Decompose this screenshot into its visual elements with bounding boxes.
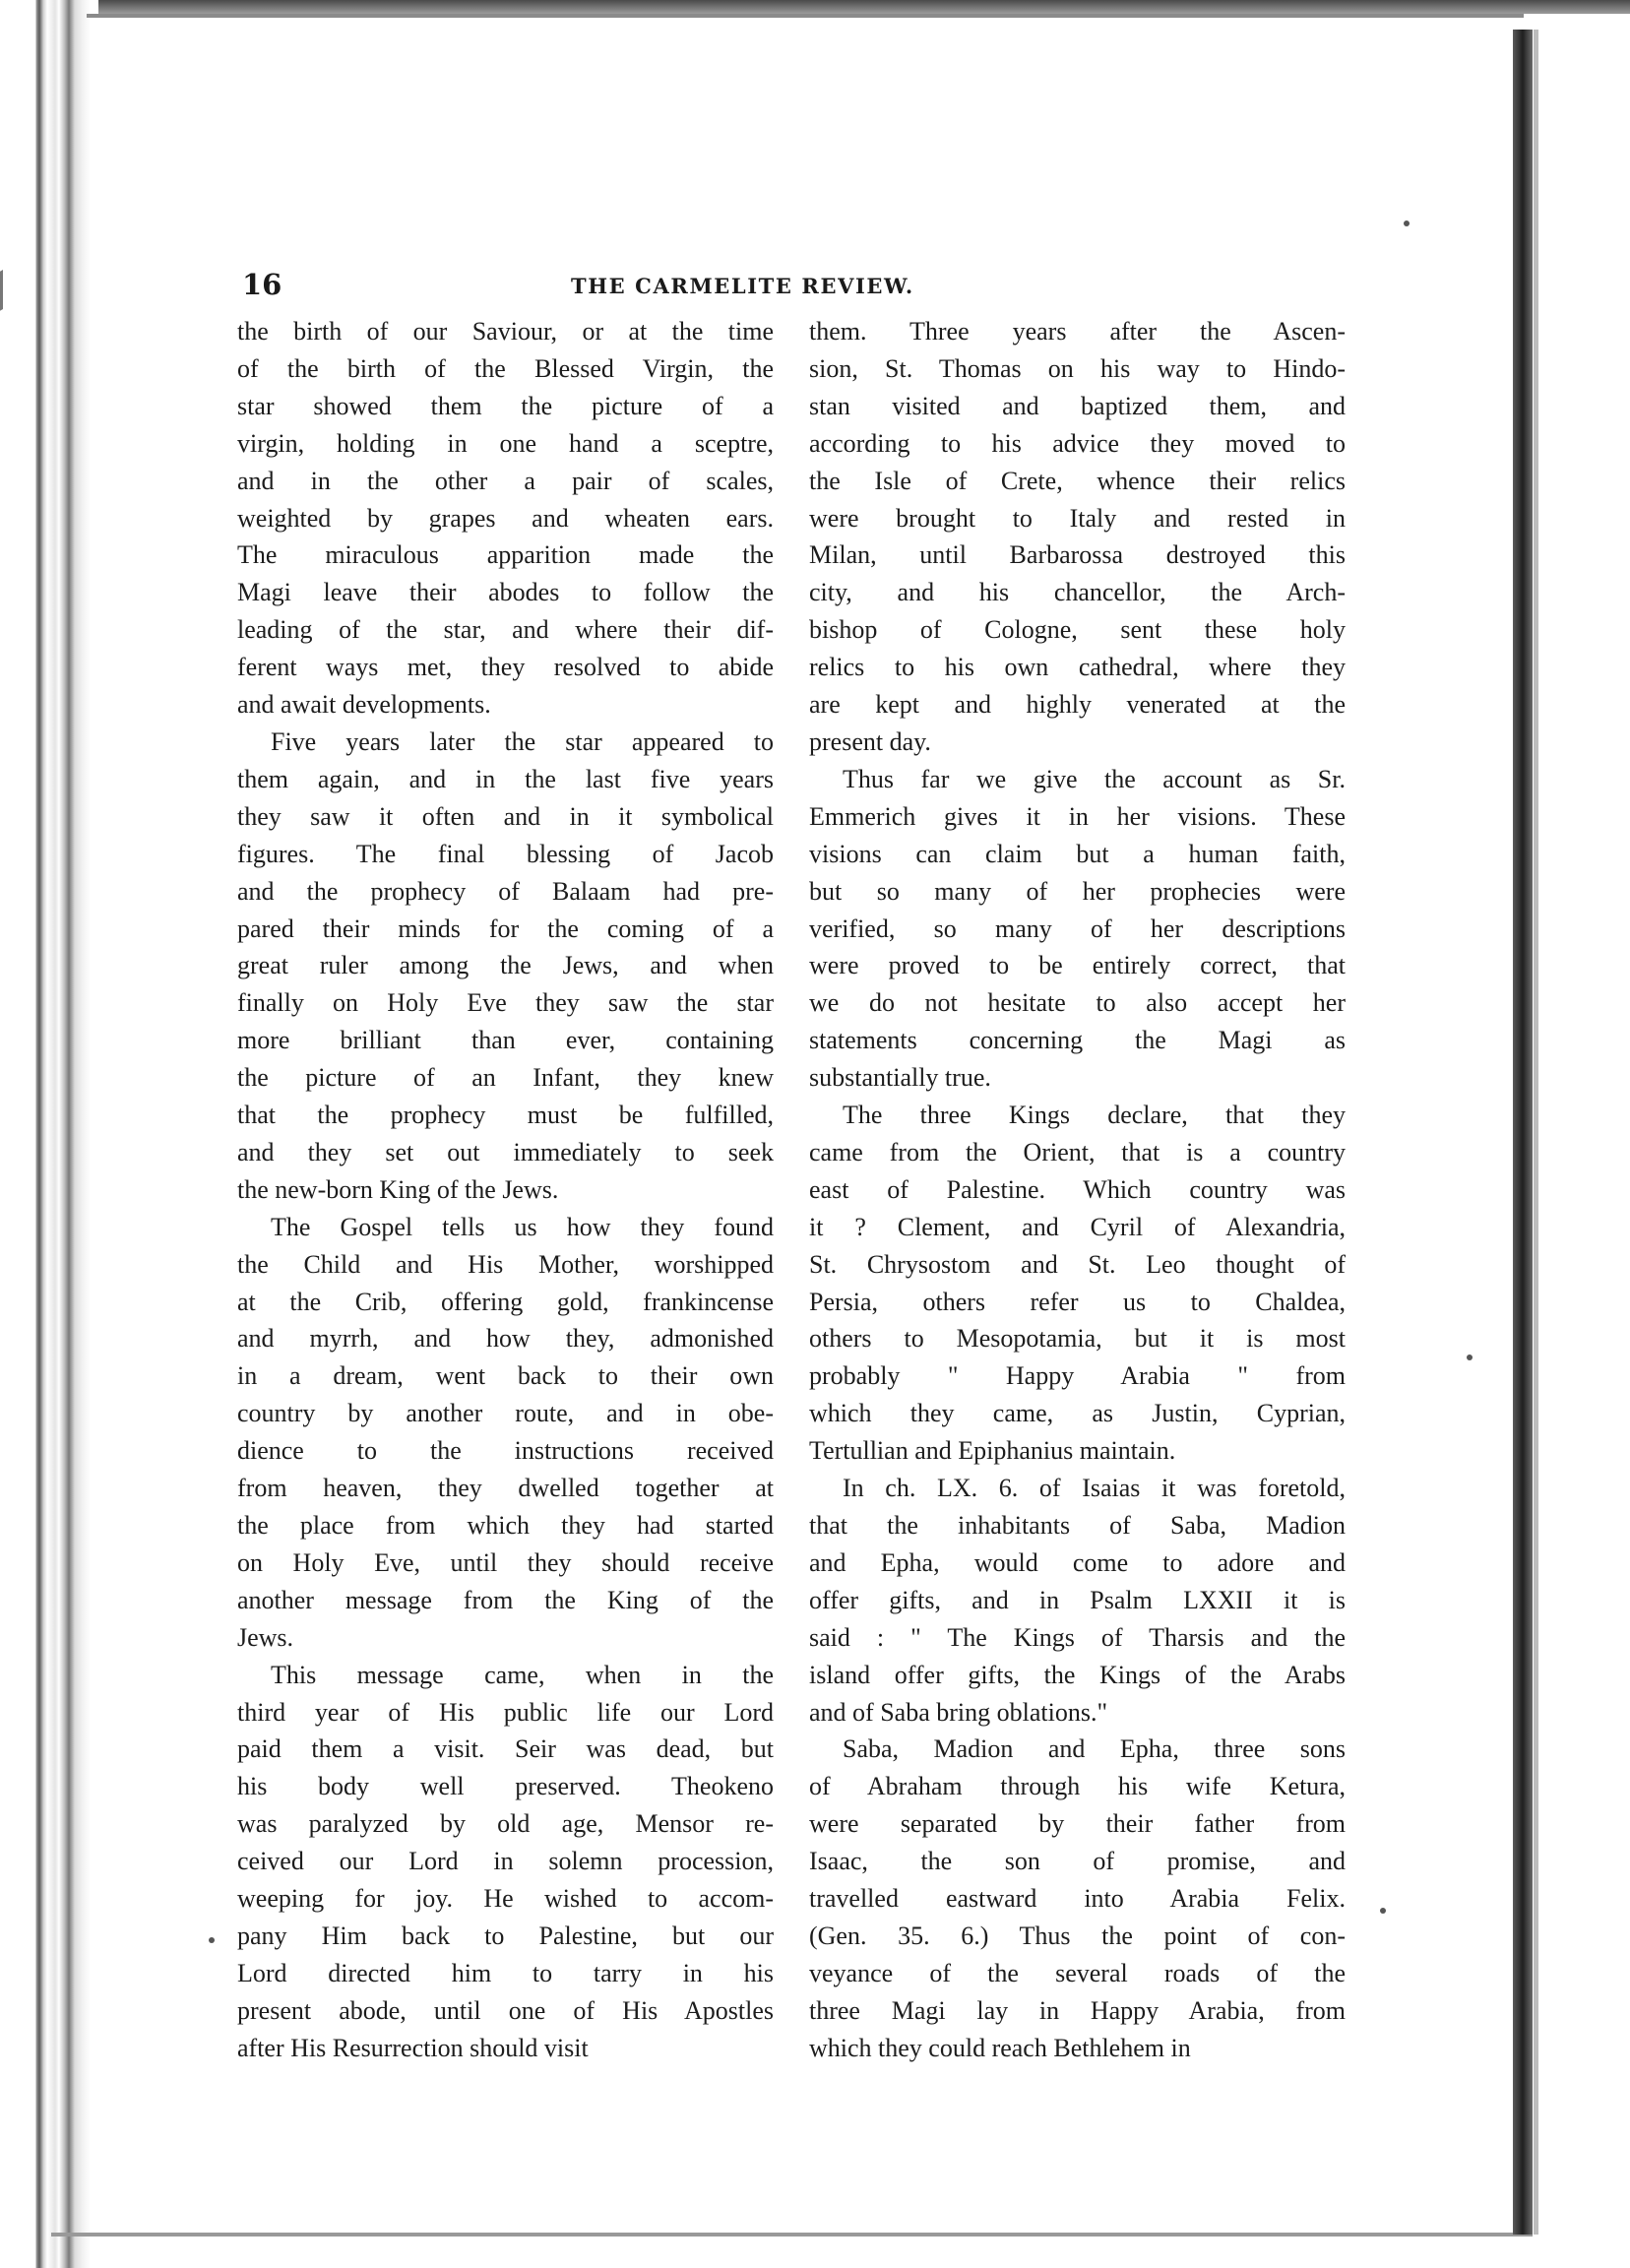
text-line: were brought to Italy and rested in	[809, 503, 1346, 533]
text-line: said : " The Kings of Tharsis and the	[809, 1622, 1346, 1652]
ink-speck	[1467, 1354, 1473, 1360]
text-line: Saba, Madion and Epha, three sons	[843, 1734, 1346, 1764]
text-line: they saw it often and in it symbolical	[237, 801, 774, 831]
text-line: Magi leave their abodes to follow the	[237, 578, 774, 607]
text-line: third year of His public life our Lord	[237, 1697, 774, 1727]
text-line: the picture of an Infant, they knew	[237, 1063, 774, 1093]
text-line: them again, and in the last five years	[237, 764, 774, 793]
text-line: In ch. LX. 6. of Isaias it was foretold,	[843, 1474, 1346, 1503]
text-line: were proved to be entirely correct, that	[809, 951, 1346, 980]
text-line: Jews.	[237, 1622, 294, 1652]
text-column-left	[237, 313, 774, 2067]
text-line: according to his advice they moved to	[809, 428, 1346, 458]
text-line: leading of the star, and where their dif-	[237, 615, 774, 645]
text-line: the new-born King of the Jews.	[237, 1174, 559, 1204]
text-line: present abode, until one of His Apostles	[237, 1995, 774, 2025]
text-line: that the prophecy must be fulfilled,	[237, 1101, 774, 1130]
text-line: relics to his own cathedral, where they	[809, 653, 1346, 682]
text-line: probably " Happy Arabia " from	[809, 1361, 1346, 1391]
text-line: Five years later the star appeared to	[271, 726, 774, 756]
ink-speck	[209, 1937, 215, 1943]
text-line: This message came, when in the	[271, 1660, 774, 1689]
text-line: another message from the King of the	[237, 1585, 774, 1614]
text-line: pared their minds for the coming of a	[237, 914, 774, 943]
text-line: St. Chrysostom and St. Leo thought of	[809, 1249, 1346, 1279]
text-line: offer gifts, and in Psalm LXXII it is	[809, 1585, 1346, 1614]
text-line: country by another route, and in obe-	[237, 1399, 774, 1428]
text-line: was paralyzed by old age, Mensor re-	[237, 1809, 774, 1839]
text-line: present day.	[809, 726, 931, 756]
text-line: weighted by grapes and wheaten ears.	[237, 503, 774, 533]
text-line: Tertullian and Epiphanius maintain.	[809, 1436, 1176, 1466]
text-line: east of Palestine. Which country was	[809, 1174, 1346, 1204]
text-line: bishop of Cologne, sent these holy	[809, 615, 1346, 645]
text-line: are kept and highly venerated at the	[809, 690, 1346, 720]
text-line: (Gen. 35. 6.) Thus the point of con-	[809, 1921, 1346, 1950]
text-line: ferent ways met, they resolved to abide	[237, 653, 774, 682]
running-title: THE CARMELITE REVIEW.	[571, 274, 914, 298]
text-line: after His Resurrection should visit	[237, 2033, 589, 2062]
ink-speck	[1404, 220, 1410, 226]
text-line: statements concerning the Magi as	[809, 1026, 1346, 1055]
text-line: which they could reach Bethlehem in	[809, 2033, 1191, 2062]
text-line: finally on Holy Eve they saw the star	[237, 988, 774, 1018]
right-page-edge	[1513, 30, 1533, 2235]
text-line: and the prophecy of Balaam had pre-	[237, 876, 774, 906]
page-top-border	[87, 14, 1524, 18]
text-line: his body well preserved. Theokeno	[237, 1772, 774, 1801]
text-line: and in the other a pair of scales,	[237, 466, 774, 495]
text-line: three Magi lay in Happy Arabia, from	[809, 1995, 1346, 2025]
text-line: The Gospel tells us how they found	[271, 1212, 774, 1241]
text-line: sion, St. Thomas on his way to Hindo-	[809, 353, 1346, 383]
page-number: 16	[242, 268, 282, 301]
text-line: veyance of the several roads of the	[809, 1958, 1346, 1987]
text-line: the Isle of Crete, whence their relics	[809, 466, 1346, 495]
text-line: stan visited and baptized them, and	[809, 391, 1346, 420]
text-line: paid them a visit. Seir was dead, but	[237, 1734, 774, 1764]
right-page-edge-highlight	[1534, 30, 1538, 2235]
text-line: Lord directed him to tarry in his	[237, 1958, 774, 1987]
text-line: and they set out immediately to seek	[237, 1137, 774, 1166]
text-line: from heaven, they dwelled together at	[237, 1474, 774, 1503]
text-line: the Child and His Mother, worshipped	[237, 1249, 774, 1279]
text-line: star showed them the picture of a	[237, 391, 774, 420]
text-line: came from the Orient, that is a country	[809, 1137, 1346, 1166]
scan-top-edge	[0, 0, 1630, 14]
text-line: virgin, holding in one hand a sceptre,	[237, 428, 774, 458]
text-line: dience to the instructions received	[237, 1436, 774, 1466]
text-line: of the birth of the Blessed Virgin, the	[237, 353, 774, 383]
text-line: the place from which they had started	[237, 1511, 774, 1540]
text-line: figures. The final blessing of Jacob	[237, 839, 774, 868]
text-line: Thus far we give the account as Sr.	[843, 764, 1346, 793]
text-line: Persia, others refer us to Chaldea,	[809, 1287, 1346, 1316]
text-line: in a dream, went back to their own	[237, 1361, 774, 1391]
text-line: and of Saba bring oblations."	[809, 1697, 1108, 1727]
text-line: others to Mesopotamia, but it is most	[809, 1324, 1346, 1354]
text-line: Milan, until Barbarossa destroyed this	[809, 540, 1346, 570]
text-line: were separated by their father from	[809, 1809, 1346, 1839]
text-line: The three Kings declare, that they	[843, 1101, 1346, 1130]
text-line: at the Crib, offering gold, frankincense	[237, 1287, 774, 1316]
text-line: them. Three years after the Ascen-	[809, 317, 1346, 346]
text-line: and Epha, would come to adore and	[809, 1547, 1346, 1577]
text-line: visions can claim but a human faith,	[809, 839, 1346, 868]
book-spine-edges	[0, 0, 98, 2268]
text-line: travelled eastward into Arabia Felix.	[809, 1884, 1346, 1914]
text-line: the birth of our Saviour, or at the time	[237, 317, 774, 346]
text-line: of Abraham through his wife Ketura,	[809, 1772, 1346, 1801]
text-line: The miraculous apparition made the	[237, 540, 774, 570]
text-line: city, and his chancellor, the Arch-	[809, 578, 1346, 607]
text-line: that the inhabitants of Saba, Madion	[809, 1511, 1346, 1540]
text-line: more brilliant than ever, containing	[237, 1026, 774, 1055]
text-line: and await developments.	[237, 690, 491, 720]
text-line: substantially true.	[809, 1063, 991, 1093]
text-line: and myrrh, and how they, admonished	[237, 1324, 774, 1354]
text-line: island offer gifts, the Kings of the Arabs	[809, 1660, 1346, 1689]
text-line: Emmerich gives it in her visions. These	[809, 801, 1346, 831]
text-line: verified, so many of her descriptions	[809, 914, 1346, 943]
text-line: pany Him back to Palestine, but our	[237, 1921, 774, 1950]
text-line: great ruler among the Jews, and when	[237, 951, 774, 980]
text-column-right	[809, 313, 1346, 2067]
ink-speck	[1380, 1908, 1386, 1914]
text-line: ceived our Lord in solemn procession,	[237, 1847, 774, 1876]
text-line: we do not hesitate to also accept her	[809, 988, 1346, 1018]
text-line: weeping for joy. He wished to accom-	[237, 1884, 774, 1914]
text-line: Isaac, the son of promise, and	[809, 1847, 1346, 1876]
page-header	[0, 268, 1630, 307]
text-line: which they came, as Justin, Cyprian,	[809, 1399, 1346, 1428]
text-line: it ? Clement, and Cyril of Alexandria,	[809, 1212, 1346, 1241]
text-line: but so many of her prophecies were	[809, 876, 1346, 906]
page-bottom-border	[51, 2233, 1533, 2236]
text-line: on Holy Eve, until they should receive	[237, 1547, 774, 1577]
